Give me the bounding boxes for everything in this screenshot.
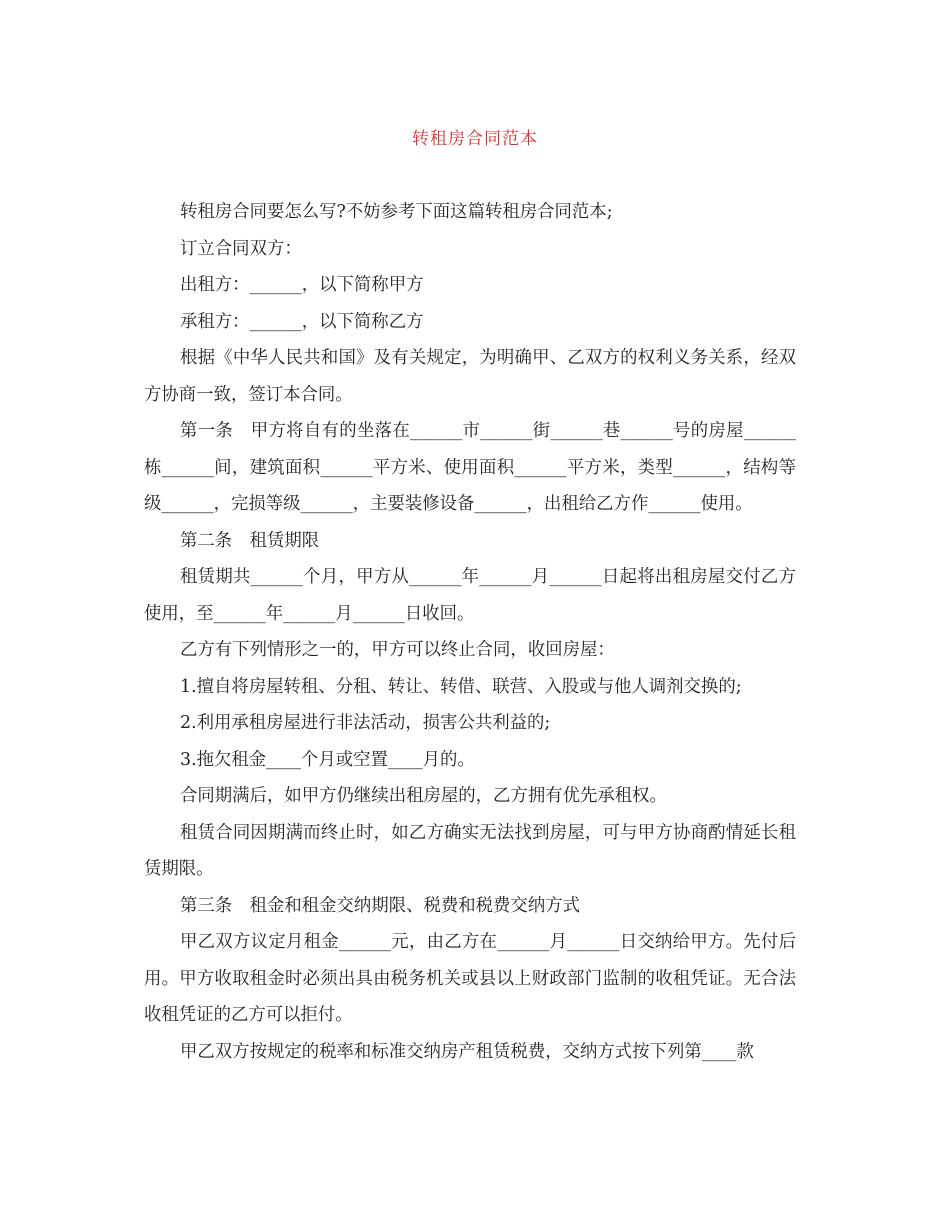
lessor-line: 出租方：______，以下简称甲方 [180, 275, 424, 295]
lessee-line: 承租方：______，以下简称乙方 [180, 311, 424, 332]
condition-item-3: 3.拖欠租金____个月或空置____月的。 [180, 749, 475, 770]
lease-term-paragraph: 租赁期共______个月，甲方从______年______月______日起将出租房屋交付乙方使用，至______年______月______日收回。 [144, 567, 796, 624]
rent-payment-paragraph: 甲乙双方议定月租金______元，由乙方在______月______日交纳给甲方。先付后用。甲方收取租金时必须出具由税务机关或县以上财政部门监制的收租凭证。无合法收租凭证的乙方可以拒付。 [144, 932, 796, 1025]
tax-payment-paragraph: 甲乙双方按规定的税率和标准交纳房产租赁税费，交纳方式按下列第____款 [180, 1041, 754, 1062]
condition-item-2: 2.利用承租房屋进行非法活动，损害公共利益的; [180, 713, 551, 733]
renewal-priority-paragraph: 合同期满后，如甲方仍继续出租房屋的，乙方拥有优先承租权。 [180, 786, 667, 806]
document-title: 转租房合同范本 [412, 129, 538, 149]
termination-conditions-paragraph: 乙方有下列情形之一的，甲方可以终止合同，收回房屋： [180, 640, 615, 660]
article-3-heading: 第三条 租金和租金交纳期限、税费和税费交纳方式 [180, 895, 580, 916]
intro-paragraph: 转租房合同要怎么写?不妨参考下面这篇转租房合同范本; [180, 202, 613, 222]
condition-item-1: 1.擅自将房屋转租、分租、转让、转借、联营、入股或与他人调剂交换的; [180, 676, 742, 697]
parties-heading: 订立合同双方： [180, 238, 302, 259]
article-2-heading: 第二条 租赁期限 [180, 530, 320, 551]
legal-basis-paragraph: 根据《中华人民共和国》及有关规定，为明确甲、乙双方的权利义务关系，经双方协商一致，签订本合同。 [144, 348, 796, 405]
extension-paragraph: 租赁合同因期满而终止时，如乙方确实无法找到房屋，可与甲方协商酌情延长租赁期限。 [144, 822, 796, 879]
document-body [144, 194, 796, 1070]
article-1-paragraph: 第一条 甲方将自有的坐落在______市______街______巷______号的房屋______栋______间，建筑面积______平方米、使用面积______平方米，类型______，结构等级______，完损等级______，主要装修设备______，出租给乙方作______使用。 [144, 421, 796, 514]
